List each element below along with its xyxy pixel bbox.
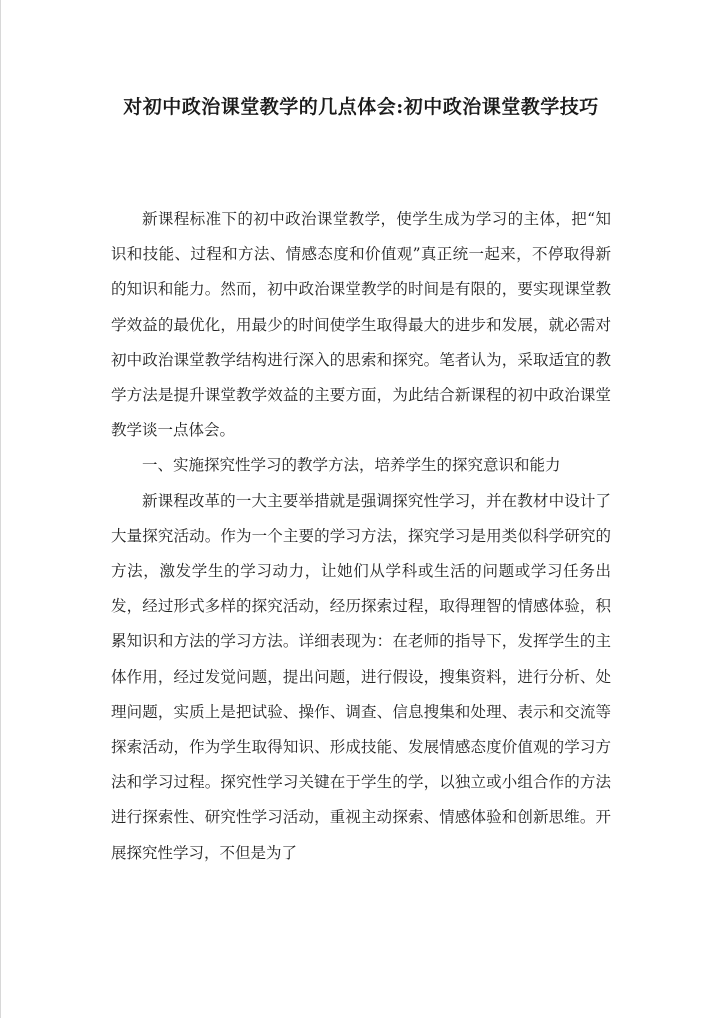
- document-title: 对初中政治课堂教学的几点体会:初中政治课堂教学技巧: [123, 96, 599, 118]
- document-body: [111, 202, 611, 871]
- paragraph-intro: 新课程标准下的初中政治课堂教学，使学生成为学习的主体，把“知识和技能、过程和方法、情感态度和价值观”真正统一起来，不停取得新的知识和能力。然而，初中政治课堂教学的时间是有限的，要实现课堂教学效益的最优化，用最少的时间使学生取得最大的进步和发展，就必需对初中政治课堂教学结构进行深入的思索和探究。笔者认为，采取适宜的教学方法是提升课堂教学效益的主要方面，为此结合新课程的初中政治课堂教学谈一点体会。: [111, 210, 611, 440]
- section-heading-1: 一、实施探究性学习的教学方法，培养学生的探究意识和能力: [142, 456, 561, 475]
- paragraph-inquiry-learning: 新课程改革的一大主要举措就是强调探究性学习，并在教材中设计了大量探究活动。作为一个主要的学习方法，探究学习是用类似科学研究的方法，激发学生的学习动力，让她们从学科或生活的问题或学习任务出发，经过形式多样的探究活动，经历探索过程，取得理智的情感体验，积累知识和方法的学习方法。详细表现为：在老师的指导下，发挥学生的主体作用，经过发觉问题，提出问题，进行假设，搜集资料，进行分析、处理问题，实质上是把试验、操作、调查、信息搜集和处理、表示和交流等探索活动，作为学生取得知识、形成技能、发展情感态度价值观的学习方法和学习过程。探究性学习关键在于学生的学，以独立或小组合作的方法进行探索性、研究性学习活动，重视主动探索、情感体验和创新思维。开展探究性学习，不但是为了: [111, 491, 611, 862]
